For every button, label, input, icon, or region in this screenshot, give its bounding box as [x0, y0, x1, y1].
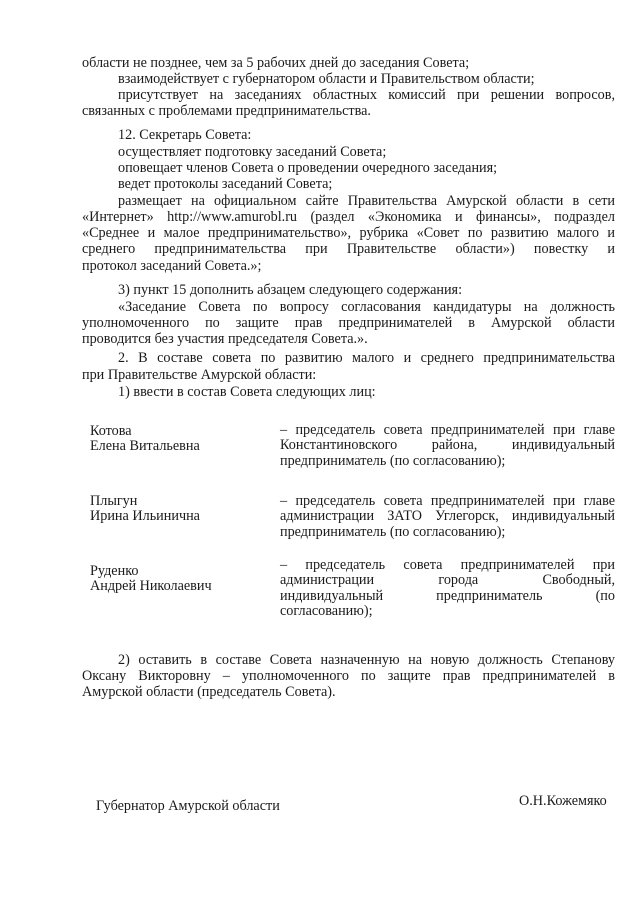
text-line: среднего предпринимательства при Правительстве области») повестку и — [82, 241, 615, 257]
member-given-name: Ирина Ильинична — [90, 508, 200, 525]
text-line: оповещает членов Совета о проведении очередного заседания; — [118, 160, 498, 176]
text-line: связанных с проблемами предпринимательства. — [82, 103, 371, 119]
text-line: Амурской области (председатель Совета). — [82, 684, 336, 700]
text-line: «Интернет» http://www.amurobl.ru (раздел «Экономика и финансы», подраздел — [82, 209, 615, 225]
text-line: проводится без участия председателя Совета.». — [82, 331, 368, 347]
member-role-line: индивидуальный предприниматель (по — [280, 587, 615, 604]
text-line: Оксану Викторовну – уполномоченного по защите прав предпринимателей в — [82, 668, 615, 684]
member-surname: Руденко — [90, 563, 139, 579]
member-role-line: предприниматель (по согласованию); — [280, 452, 506, 469]
text-line: 2) оставить в составе Совета назначенную на новую должность Степанову — [118, 652, 615, 668]
member-role — [280, 423, 615, 469]
member-name — [90, 564, 212, 595]
text-line: размещает на официальном сайте Правительства Амурской области в сети — [118, 193, 615, 209]
member-role-line: предприниматель (по согласованию); — [280, 523, 506, 540]
text-line: области не позднее, чем за 5 рабочих дней до заседания Совета; — [82, 55, 470, 71]
text-line: ведет протоколы заседаний Совета; — [118, 176, 333, 192]
member-role — [280, 494, 615, 540]
text-line: присутствует на заседаниях областных комиссий при решении вопросов, — [118, 87, 615, 103]
text-line: осуществляет подготовку заседаний Совета; — [118, 144, 387, 160]
member-role-line: – председатель совета предпринимателей при главе — [280, 422, 615, 438]
member-surname: Плыгун — [90, 493, 138, 509]
member-name — [90, 494, 200, 525]
member-role-line: администрации города Свободный, — [280, 572, 615, 589]
text-line: протокол заседаний Совета.»; — [82, 258, 262, 274]
member-given-name: Андрей Николаевич — [90, 578, 212, 595]
member-given-name: Елена Витальевна — [90, 438, 200, 455]
signature-position: Губернатор Амурской области — [96, 798, 280, 814]
member-role — [280, 558, 615, 619]
text-line: 3) пункт 15 дополнить абзацем следующего содержания: — [118, 282, 463, 298]
text-line: 1) ввести в состав Совета следующих лиц: — [118, 384, 376, 400]
section-heading: 12. Секретарь Совета: — [118, 127, 252, 143]
member-name — [90, 424, 200, 455]
text-line: «Среднее и малое предпринимательство», рубрика «Совет по развитию малого и — [82, 225, 615, 241]
member-role-line: администрации ЗАТО Углегорск, индивидуальный — [280, 508, 615, 525]
member-role-line: – председатель совета предпринимателей при главе — [280, 493, 615, 509]
text-line: 2. В составе совета по развитию малого и среднего предпринимательства — [118, 350, 615, 366]
text-line: взаимодействует с губернатором области и Правительством области; — [118, 71, 535, 87]
member-role-line: Константиновского района, индивидуальный — [280, 437, 615, 454]
member-role-line: – председатель совета предпринимателей при — [280, 557, 615, 573]
text-line: при Правительстве Амурской области: — [82, 367, 317, 383]
member-role-line: согласованию); — [280, 602, 373, 619]
member-surname: Котова — [90, 423, 132, 439]
text-line: уполномоченного по защите прав предпринимателей в Амурской области — [82, 315, 615, 331]
signature-name: О.Н.Кожемяко — [519, 793, 607, 809]
text-line: «Заседание Совета по вопросу согласования кандидатуры на должность — [118, 299, 615, 315]
